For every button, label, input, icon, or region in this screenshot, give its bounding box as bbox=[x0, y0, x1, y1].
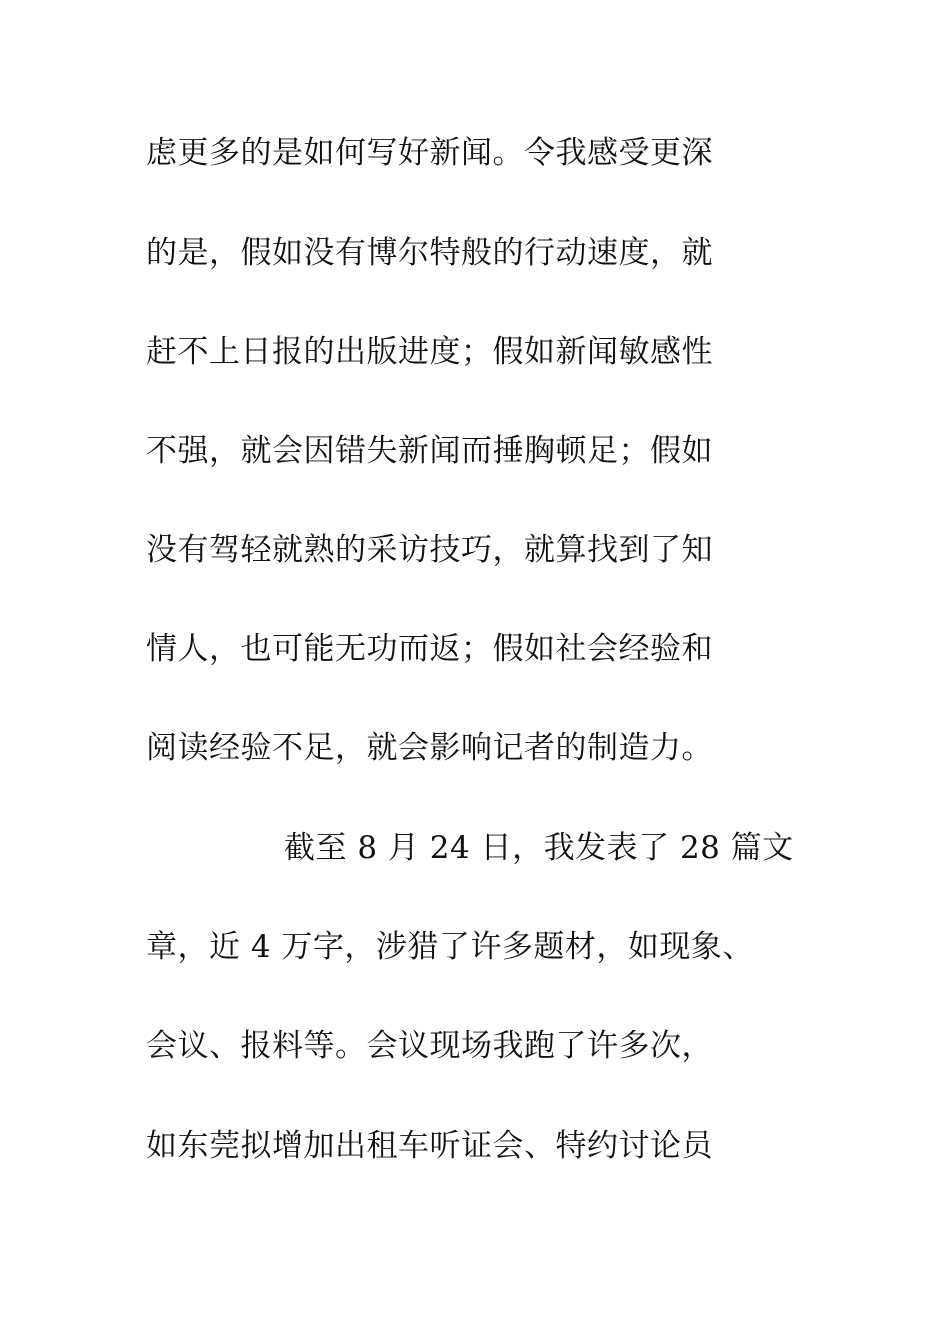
text-line: 情人，也可能无功而返；假如社会经验和 bbox=[146, 631, 713, 667]
paragraph-first-line: 截至 8 月 24 日，我发表了 28 篇文 bbox=[284, 830, 794, 866]
text-line: 虑更多的是如何写好新闻。令我感受更深 bbox=[146, 135, 713, 171]
text-line: 阅读经验不足，就会影响记者的制造力。 bbox=[146, 730, 713, 766]
text-line: 不强，就会因错失新闻而捶胸顿足；假如 bbox=[146, 433, 713, 469]
text-line: 没有驾轻就熟的采访技巧，就算找到了知 bbox=[146, 532, 713, 568]
text-line: 赶不上日报的出版进度；假如新闻敏感性 bbox=[146, 334, 713, 370]
text-line: 会议、报料等。会议现场我跑了许多次， bbox=[146, 1028, 713, 1064]
text-line: 章，近 4 万字，涉猎了许多题材，如现象、 bbox=[146, 929, 754, 965]
text-line: 如东莞拟增加出租车听证会、特约讨论员 bbox=[146, 1128, 713, 1164]
text-line: 的是，假如没有博尔特般的行动速度，就 bbox=[146, 235, 713, 271]
